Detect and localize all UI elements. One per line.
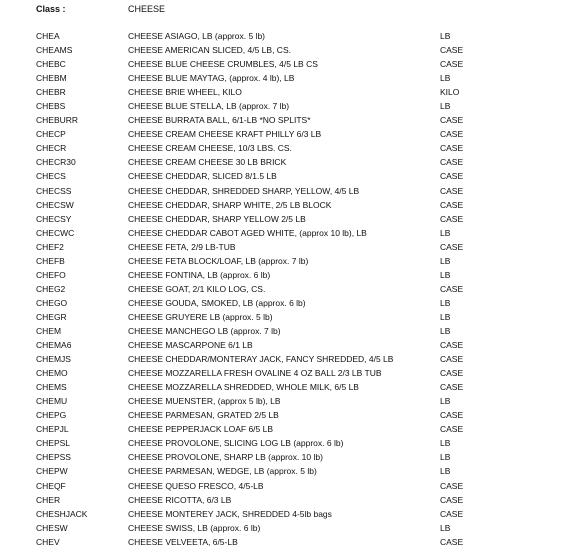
item-description: CHEESE CREAM CHEESE 30 LB BRICK <box>128 157 287 168</box>
item-code: CHEA <box>36 31 60 41</box>
item-description: CHEESE BRIE WHEEL, KILO <box>128 87 242 98</box>
item-code: CHEV <box>36 536 60 547</box>
item-code: CHEMO <box>36 368 68 379</box>
item-code: CHECP <box>36 129 66 140</box>
list-item <box>0 438 562 452</box>
item-description: CHEESE MASCARPONE 6/1 LB <box>128 340 253 351</box>
class-value: CHEESE <box>128 4 166 14</box>
item-description: CHEESE BLUE STELLA, LB (approx. 7 lb) <box>128 101 290 112</box>
list-item <box>0 326 562 340</box>
list-item <box>0 410 562 424</box>
list-item <box>0 129 562 143</box>
list-item <box>0 495 562 509</box>
class-label: Class : <box>36 4 66 14</box>
item-code: CHEPW <box>36 466 68 477</box>
item-description: CHEESE CHEDDAR, SHREDDED SHARP, YELLOW, 4/5 LB <box>128 185 360 196</box>
item-description: CHEESE CHEDDAR, SHARP WHITE, 2/5 LB BLOCK <box>128 199 332 210</box>
item-description: CHEESE FONTINA, LB (approx. 6 lb) <box>128 269 271 280</box>
item-code: CHEPG <box>36 410 67 421</box>
list-item <box>0 452 562 466</box>
list-item <box>0 481 562 495</box>
list-item <box>0 298 562 312</box>
item-unit: CASE <box>440 171 464 182</box>
item-description: CHEESE PARMESAN, GRATED 2/5 LB <box>128 410 279 421</box>
list-item <box>0 242 562 256</box>
item-code: CHEBS <box>36 101 66 112</box>
list-item <box>0 466 562 480</box>
item-code: CHEMS <box>36 382 67 393</box>
list-item <box>0 228 562 242</box>
item-unit: LB <box>440 466 451 477</box>
list-item <box>0 59 562 73</box>
item-code: CHEBM <box>36 73 67 84</box>
list-item <box>0 31 562 45</box>
item-description: CHEESE CHEDDAR, SHARP YELLOW 2/5 LB <box>128 213 306 224</box>
item-unit: CASE <box>440 494 464 505</box>
item-code: CHEBR <box>36 87 66 98</box>
item-unit: LB <box>440 297 451 308</box>
item-description: CHEESE MUENSTER, (approx 5 lb), LB <box>128 396 281 407</box>
item-description: CHEESE GOAT, 2/1 KILO LOG, CS. <box>128 283 266 294</box>
list-item <box>0 523 562 537</box>
list-item <box>0 270 562 284</box>
list-item <box>0 73 562 87</box>
item-unit: CASE <box>440 157 464 168</box>
item-unit: CASE <box>440 241 464 252</box>
item-unit: CASE <box>440 480 464 491</box>
item-description: CHEESE BLUE CHEESE CRUMBLES, 4/5 LB CS <box>128 59 318 70</box>
list-item <box>0 186 562 200</box>
item-code: CHEPSL <box>36 438 71 449</box>
list-item <box>0 354 562 368</box>
item-code: CHEFB <box>36 255 65 266</box>
item-code: CHECR <box>36 143 67 154</box>
item-description: CHEESE PROVOLONE, SLICING LOG LB (approx. 6 lb) <box>128 438 344 449</box>
item-description: CHEESE GRUYERE LB (approx. 5 lb) <box>128 311 273 322</box>
item-code: CHECSW <box>36 199 74 210</box>
item-description: CHEESE QUESO FRESCO, 4/5-LB <box>128 480 264 491</box>
list-item <box>0 368 562 382</box>
item-description: CHEESE MOZZARELLA SHREDDED, WHOLE MILK, 6/5 LB <box>128 382 359 393</box>
product-list <box>0 31 562 551</box>
item-code: CHECWC <box>36 227 75 238</box>
item-description: CHEESE MANCHEGO LB (approx. 7 lb) <box>128 325 281 336</box>
list-item <box>0 87 562 101</box>
list-item <box>0 200 562 214</box>
item-unit: CASE <box>440 143 464 154</box>
item-code: CHEAMS <box>36 45 73 56</box>
item-unit: CASE <box>440 185 464 196</box>
item-code: CHEBC <box>36 59 66 70</box>
item-unit: CASE <box>440 340 464 351</box>
item-description: CHEESE CREAM CHEESE KRAFT PHILLY 6/3 LB <box>128 129 322 140</box>
item-description: CHEESE CREAM CHEESE, 10/3 LBS. CS. <box>128 143 292 154</box>
item-unit: CASE <box>440 508 464 519</box>
item-code: CHEFO <box>36 269 66 280</box>
item-code: CHEPJL <box>36 424 69 435</box>
item-unit: CASE <box>440 213 464 224</box>
item-code: CHEMJS <box>36 354 71 365</box>
item-unit: LB <box>440 269 451 280</box>
item-unit: LB <box>440 438 451 449</box>
item-unit: CASE <box>440 115 464 126</box>
list-item <box>0 312 562 326</box>
item-description: CHEESE GOUDA, SMOKED, LB (approx. 6 lb) <box>128 297 306 308</box>
item-code: CHESW <box>36 522 68 533</box>
item-code: CHECSY <box>36 213 72 224</box>
item-description: CHEESE CHEDDAR CABOT AGED WHITE, (approx 10 lb), LB <box>128 227 367 238</box>
item-unit: LB <box>440 311 451 322</box>
item-code: CHEMA6 <box>36 340 72 351</box>
item-code: CHEM <box>36 325 62 336</box>
item-code: CHECS <box>36 171 66 182</box>
item-unit: CASE <box>440 283 464 294</box>
item-code: CHEG2 <box>36 283 66 294</box>
item-description: CHEESE FETA BLOCK/LOAF, LB (approx. 7 lb) <box>128 255 309 266</box>
item-description: CHEESE RICOTTA, 6/3 LB <box>128 494 232 505</box>
item-unit: CASE <box>440 59 464 70</box>
item-description: CHEESE BURRATA BALL, 6/1-LB *NO SPLITS* <box>128 115 311 126</box>
list-item <box>0 115 562 129</box>
item-unit: LB <box>440 31 451 41</box>
item-description: CHEESE AMERICAN SLICED, 4/5 LB, CS. <box>128 45 291 56</box>
item-unit: LB <box>440 522 451 533</box>
item-description: CHEESE PEPPERJACK LOAF 6/5 LB <box>128 424 274 435</box>
list-item <box>0 157 562 171</box>
item-unit: LB <box>440 227 451 238</box>
item-unit: LB <box>440 73 451 84</box>
item-unit: CASE <box>440 368 464 379</box>
item-description: CHEESE ASIAGO, LB (approx. 5 lb) <box>128 31 266 41</box>
item-code: CHEPSS <box>36 452 71 463</box>
item-description: CHEESE CHEDDAR/MONTERAY JACK, FANCY SHREDDED, 4/5 LB <box>128 354 394 365</box>
list-item <box>0 171 562 185</box>
list-item <box>0 256 562 270</box>
item-code: CHEF2 <box>36 241 64 252</box>
item-unit: CASE <box>440 536 464 547</box>
item-description: CHEESE BLUE MAYTAG, (approx. 4 lb), LB <box>128 73 295 84</box>
item-description: CHEESE PROVOLONE, SHARP LB (approx. 10 lb) <box>128 452 323 463</box>
list-item <box>0 424 562 438</box>
item-description: CHEESE SWISS, LB (approx. 6 lb) <box>128 522 261 533</box>
item-code: CHESHJACK <box>36 508 88 519</box>
list-item <box>0 284 562 298</box>
item-code: CHEBURR <box>36 115 79 126</box>
item-code: CHECR30 <box>36 157 76 168</box>
list-item <box>0 214 562 228</box>
item-code: CHECSS <box>36 185 72 196</box>
item-code: CHEMU <box>36 396 68 407</box>
list-item <box>0 45 562 59</box>
item-unit: LB <box>440 325 451 336</box>
item-unit: CASE <box>440 382 464 393</box>
item-unit: LB <box>440 101 451 112</box>
item-code: CHEGO <box>36 297 68 308</box>
item-description: CHEESE VELVEETA, 6/5-LB <box>128 536 238 547</box>
list-item <box>0 537 562 551</box>
item-description: CHEESE FETA, 2/9 LB-TUB <box>128 241 236 252</box>
item-unit: CASE <box>440 45 464 56</box>
list-item <box>0 382 562 396</box>
item-unit: CASE <box>440 199 464 210</box>
list-item <box>0 509 562 523</box>
item-unit: KILO <box>440 87 460 98</box>
item-unit: LB <box>440 396 451 407</box>
item-description: CHEESE CHEDDAR, SLICED 8/1.5 LB <box>128 171 277 182</box>
list-item <box>0 340 562 354</box>
item-unit: CASE <box>440 354 464 365</box>
item-unit: CASE <box>440 410 464 421</box>
item-code: CHER <box>36 494 61 505</box>
item-unit: CASE <box>440 129 464 140</box>
list-item <box>0 396 562 410</box>
item-description: CHEESE MOZZARELLA FRESH OVALINE 4 OZ BALL 2/3 LB TUB <box>128 368 382 379</box>
item-description: CHEESE PARMESAN, WEDGE, LB (approx. 5 lb) <box>128 466 317 477</box>
item-unit: CASE <box>440 424 464 435</box>
item-unit: LB <box>440 452 451 463</box>
item-code: CHEQF <box>36 480 66 491</box>
item-unit: LB <box>440 255 451 266</box>
list-item <box>0 101 562 115</box>
item-code: CHEGR <box>36 311 67 322</box>
list-item <box>0 143 562 157</box>
item-description: CHEESE MONTEREY JACK, SHREDDED 4-5lb bags <box>128 508 332 519</box>
